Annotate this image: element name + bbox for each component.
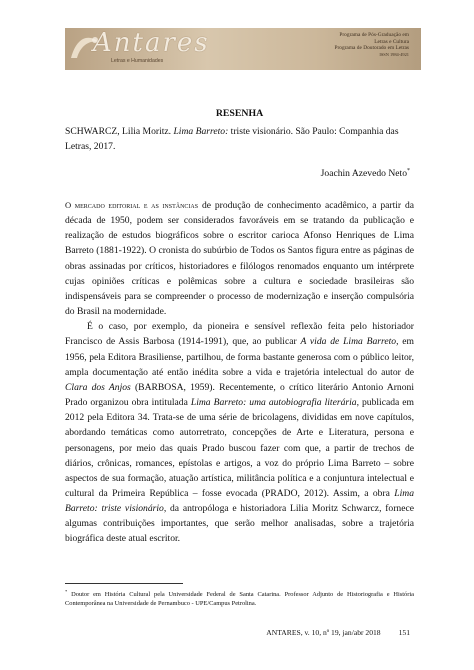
footnote [65, 587, 414, 608]
book-reference [65, 124, 414, 154]
italic-title: Lima Barreto: triste visionário [65, 487, 414, 515]
reference-title: Lima Barreto: [173, 126, 229, 137]
footnote-marker: * [65, 589, 68, 594]
reference-details: triste visionário. São Paulo: Companhia das Letras, 2017. [65, 126, 399, 152]
italic-title: Clara dos Anjos [65, 381, 131, 393]
italic-title: A vida de Lima Barreto [300, 336, 397, 348]
journal-subtitle: Letras e Humanidades [111, 58, 164, 64]
program-line: Programa de Doutorado em Letras [334, 45, 409, 52]
author-footnote-marker: * [407, 168, 410, 174]
paragraph-1 [65, 198, 414, 319]
program-line: Letras e Cultura [374, 38, 409, 45]
paragraph-text: de produção de conhecimento acadêmico, a partir da década de 1950, podem ser considerados favoráveis em se tratando da publicação e realização de estudos biográficos sobre o escritor carioca Afonso Henriques de Lima Barreto (1881-1922). O cronista do subúrbio de Todos os Santos figura entre as páginas de obras assinadas por críticos, historiadores e filólogos renomados enquanto um intérprete cujas opiniões críticas e polêmicas sobre a cultura e sociedade brasileiras são indispensáveis para se compreender o processo de modernização e inserção compulsória do Brasil na modernidade. [65, 200, 414, 318]
review-body [65, 198, 414, 547]
paragraph-text: É o caso, por exemplo, da pioneira e sensível reflexão feita pelo historiador Francisco de Assis Barbosa (1914-1991), que, ao publicar [65, 321, 414, 348]
paragraph-lead: O mercado editorial e as instâncias [65, 200, 199, 210]
journal-citation: ANTARES, v. 10, nº 19, jan/abr 2018 [266, 628, 381, 637]
issn: ISSN 1984-4921 [379, 51, 409, 57]
author-name: Joachin Azevedo Neto [320, 168, 407, 180]
page-footer [65, 628, 410, 637]
program-info [334, 32, 409, 58]
review-author [65, 168, 410, 179]
paragraph-text: (BARBOSA, 1959). Recentemente, o crítico literário Antonio Arnoni Prado organizou obra intitulada [65, 381, 414, 409]
journal-banner [65, 28, 421, 70]
paragraph-2 [65, 319, 414, 546]
section-title: RESENHA [215, 108, 264, 119]
paragraph-text: , em 1956, pela Editora Brasiliense, partilhou, de forma bastante generosa com o público leitor, ampla documentação até então inédita sobre a vida e trajetória intelectual do autor de [65, 336, 414, 378]
footnote-text: Doutor em História Cultural pela Universidade Federal de Santa Catarina. Professor Adjunto de Historiografia e História Contemporânea na Universidade de Pernambuco - UPE/Campus Petrolina. [65, 591, 414, 608]
paragraph-text: , da antropóloga e historiadora Lilia Moritz Schwarcz, fornece algumas contribuições importantes, que serão melhor analisadas, sobre a trajetória biográfica deste atual escritor. [65, 503, 414, 545]
journal-brand: Antares [93, 28, 210, 58]
reference-author: SCHWARCZ, Lilia Moritz. [65, 126, 174, 137]
footnote-divider [65, 583, 183, 584]
italic-title: Lima Barreto: uma autobiografia literária [190, 397, 357, 409]
paragraph-text: , publicada em 2012 pela Editora 34. Trata-se de uma série de bricolagens, divididas em nove capítulos, abordando temáticas como autorretrato, concepções de Arte e Literatura, persona e personagens, por meio das quais Prado buscou fazer com que, a partir de trechos de diários, crônicas, romances, epístolas e artigos, a voz do próprio Lima Barreto – sobre aspectos de sua formação, atuação artística, militância política e a conjuntura intelectual e cultural da Primeira República – fosse evocada (PRADO, 2012). Assim, a obra [65, 397, 414, 499]
program-line: Programa de Pós-Graduação em [339, 32, 409, 38]
page-number: 151 [398, 628, 410, 637]
